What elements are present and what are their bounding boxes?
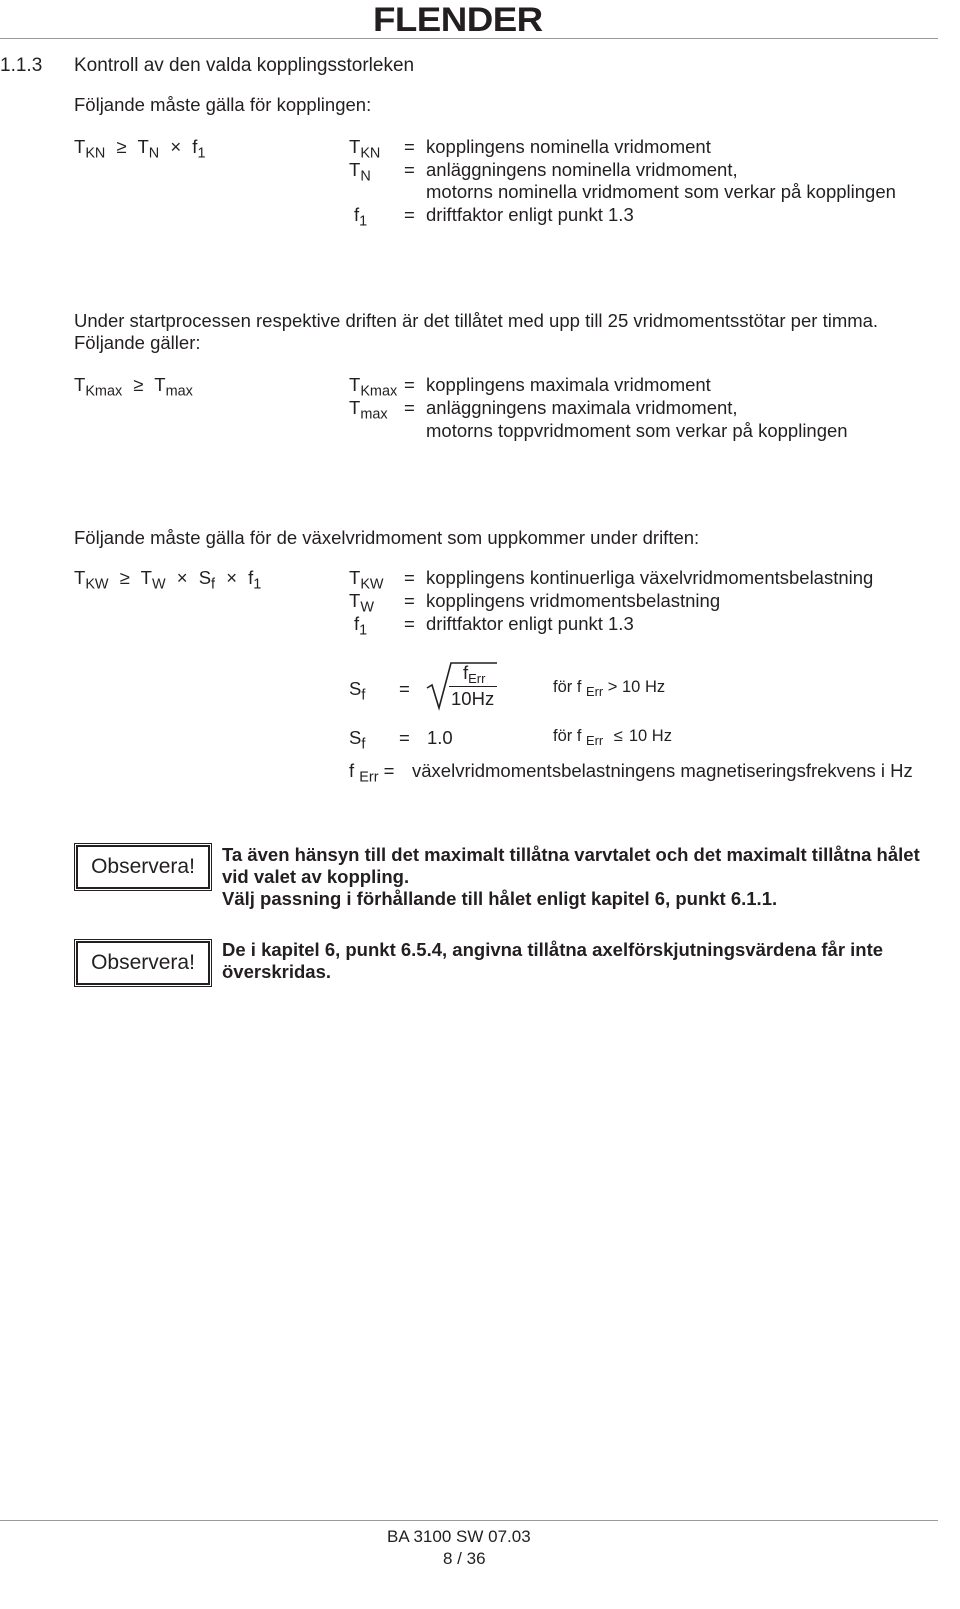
footer-doc-id: BA 3100 SW 07.03 [387, 1527, 531, 1546]
note-1-line-1: Ta även hänsyn till det maximalt tillåtna varvtalet och det maximalt tillåtna hålet [222, 844, 920, 865]
ferr-text: växelvridmomentsbelastningens magnetiseringsfrekvens i Hz [412, 760, 913, 781]
def-f1b-text: driftfaktor enligt punkt 1.3 [426, 613, 634, 634]
formula-1: $T_{KN} \ge T_N \times f_1$ [74, 136, 206, 162]
footer-page-number: 8 / 36 [443, 1549, 486, 1568]
def-tw-text: kopplingens vridmomentsbelastning [426, 590, 721, 611]
def-tw-eq: = [404, 590, 415, 611]
fraction-line [449, 686, 497, 687]
def-f1-text: driftfaktor enligt punkt 1.3 [426, 204, 634, 225]
observera-box-2: Observera! [76, 941, 210, 985]
note-1-line-2: vid valet av koppling. [222, 866, 410, 887]
def-tn-text-2: motorns nominella vridmoment som verkar på kopplingen [426, 181, 896, 202]
formula-2: $T_{Kmax} \ge T_{max}$ [74, 374, 193, 400]
def-tkmax-eq: = [404, 374, 415, 395]
section-title: Kontroll av den valda kopplingsstorleken [74, 55, 415, 76]
sf-eq: = [399, 678, 410, 699]
def-tn-eq: = [404, 159, 415, 180]
paragraph-3: Följande måste gälla för de växelvridmoment som uppkommer under driften: [74, 527, 700, 548]
paragraph-2-line-2: Följande gäller: [74, 332, 201, 353]
ferr-symbol: f $_{Err}$ = [349, 760, 395, 786]
def-tkn-symbol: $T_{KN}$ [349, 136, 381, 162]
observera-box-1: Observera! [76, 845, 210, 889]
formula-3: $T_{KW} \ge T_W \times S_f \times f_1$ [74, 567, 262, 593]
def-tkmax-text: kopplingens maximala vridmoment [426, 374, 711, 395]
def-tw-symbol: $T_W$ [349, 590, 374, 616]
def-tmax-symbol: $T_{max}$ [349, 397, 388, 423]
def-f1-symbol: $f_1$ [354, 204, 368, 230]
note-2-line-1: De i kapitel 6, punkt 6.5.4, angivna tillåtna axelförskjutningsvärdena får inte [222, 939, 884, 960]
section-number: 1.1.3 [0, 55, 43, 76]
sf2-value: 1.0 [427, 727, 453, 748]
footer-rule [0, 1520, 938, 1521]
def-tmax-text: anläggningens maximala vridmoment, [426, 397, 738, 418]
def-tkn-eq: = [404, 136, 415, 157]
header-rule [0, 38, 938, 39]
def-tn-symbol: $T_N$ [349, 159, 371, 185]
def-tkn-text: kopplingens nominella vridmoment [426, 136, 711, 157]
paragraph-2-line-1: Under startprocessen respektive driften är det tillåtet med upp till 25 vridmomentsstötar per timma. [74, 310, 879, 331]
flender-logo: FLENDER [373, 1, 543, 39]
def-tkw-text: kopplingens kontinuerliga växelvridmomentsbelastning [426, 567, 874, 588]
sf-condition-1: för f $_{Err}$ > 10 Hz [553, 678, 666, 700]
def-f1b-eq: = [404, 613, 415, 634]
paragraph-1: Följande måste gälla för kopplingen: [74, 94, 372, 115]
sf2-symbol: $S_f$ [349, 727, 366, 753]
sf-condition-2: för f $_{Err}$ ≤ 10 Hz [553, 727, 672, 749]
sf-symbol: $S_f$ [349, 678, 366, 704]
sf-numerator: $f_{Err}$ [463, 662, 486, 687]
sf2-eq: = [399, 727, 410, 748]
def-tkmax-symbol: $T_{Kmax}$ [349, 374, 398, 400]
def-tn-text: anläggningens nominella vridmoment, [426, 159, 738, 180]
def-f1b-symbol: $f_1$ [354, 613, 368, 639]
note-2-line-2: överskridas. [222, 961, 332, 982]
def-f1-eq: = [404, 204, 415, 225]
def-tmax-text-2: motorns toppvridmoment som verkar på kopplingen [426, 420, 848, 441]
def-tmax-eq: = [404, 397, 415, 418]
note-1-line-3: Välj passning i förhållande till hålet enligt kapitel 6, punkt 6.1.1. [222, 888, 778, 909]
sf-denominator: 10Hz [451, 688, 495, 709]
def-tkw-eq: = [404, 567, 415, 588]
def-tkw-symbol: $T_{KW}$ [349, 567, 384, 593]
